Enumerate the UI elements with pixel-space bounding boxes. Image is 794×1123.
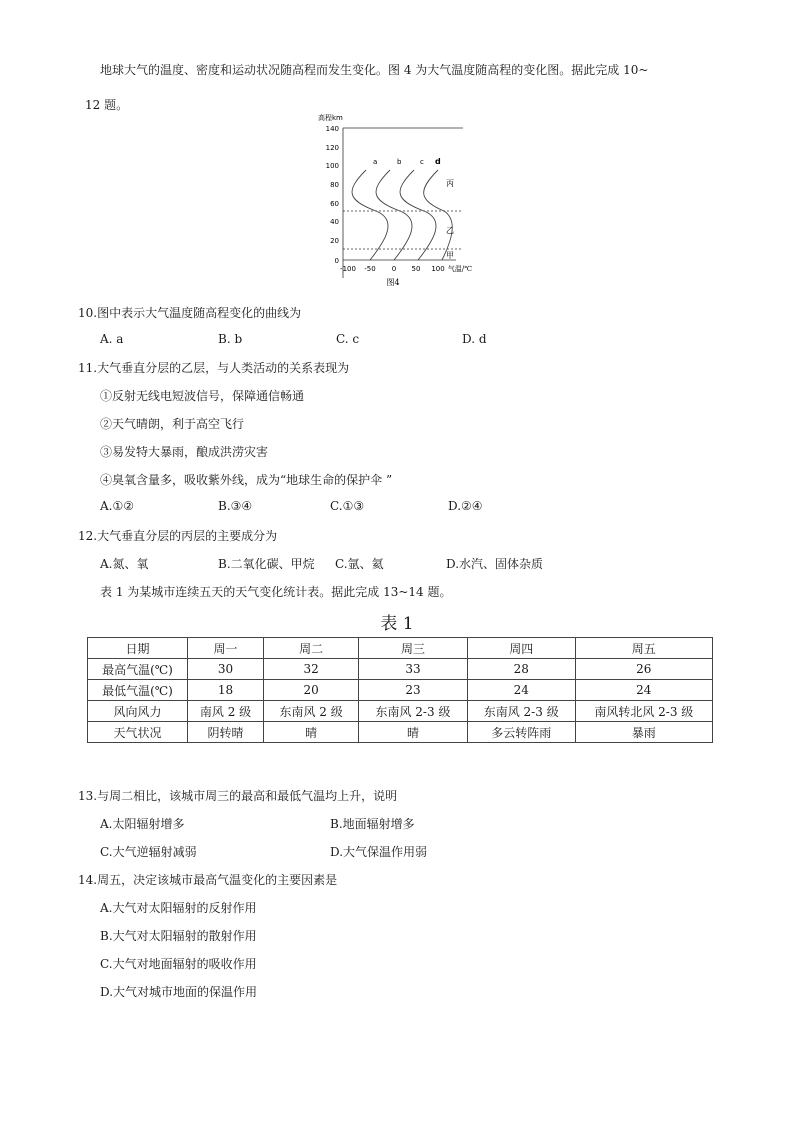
q14-option-c[interactable]: C.大气对地面辐射的吸收作用 (100, 957, 257, 971)
q11-item-2: ②天气晴朗，利于高空飞行 (100, 417, 245, 431)
q10-option-b[interactable]: B. b (218, 332, 243, 346)
table-cell: 晴 (359, 722, 468, 743)
curve-label-d: d (435, 157, 441, 166)
y-tick-100: 100 (325, 162, 339, 170)
q12-option-b[interactable]: B.二氧化碳、甲烷 (218, 557, 315, 571)
y-tick-0: 0 (334, 257, 339, 265)
table-cell: 24 (467, 680, 575, 701)
q13-option-d[interactable]: D.大气保温作用弱 (330, 845, 428, 859)
q11-option-d[interactable]: D.②④ (448, 499, 483, 513)
question-10-stem: 10.图中表示大气温度随高程变化的曲线为 (78, 306, 302, 320)
weather-table (87, 637, 713, 743)
q11-option-c[interactable]: C.①③ (330, 499, 365, 513)
question-14-stem: 14.周五，决定该城市最高气温变化的主要因素是 (78, 873, 338, 887)
table-cell: 晴 (264, 722, 359, 743)
table-cell: 32 (264, 659, 359, 680)
q10-option-a[interactable]: A. a (100, 332, 124, 346)
table-cell: 风向风力 (88, 701, 188, 722)
table-cell: 20 (264, 680, 359, 701)
table-cell: 东南风 2-3 级 (467, 701, 575, 722)
question-11-stem: 11.大气垂直分层的乙层，与人类活动的关系表现为 (78, 361, 350, 375)
q10-option-d[interactable]: D. d (462, 332, 487, 346)
table-cell: 东南风 2-3 级 (359, 701, 468, 722)
header-cell: 周二 (264, 638, 359, 659)
table-row (88, 659, 713, 680)
q13-option-c[interactable]: C.大气逆辐射减弱 (100, 845, 197, 859)
question-12-stem: 12.大气垂直分层的丙层的主要成分为 (78, 529, 278, 543)
header-cell: 周五 (575, 638, 712, 659)
table-cell: 33 (359, 659, 468, 680)
x-tick-0: 0 (391, 265, 397, 273)
layer-label-jia: 甲 (446, 251, 454, 260)
header-cell: 日期 (88, 638, 188, 659)
table-header-row (88, 638, 713, 659)
table-cell: 暴雨 (575, 722, 712, 743)
table-cell: 26 (575, 659, 712, 680)
intro-paragraph: 地球大气的温度、密度和运动状况随高程而发生变化。图 4 为大气温度随高程的变化图。据此完成 10~ (100, 63, 649, 77)
curve-c (400, 170, 436, 260)
q11-option-a[interactable]: A.①② (100, 499, 134, 513)
table-cell: 24 (575, 680, 712, 701)
y-axis-label: 高程km (318, 114, 343, 122)
table-title: 表 1 (380, 614, 414, 634)
curve-label-b: b (397, 158, 402, 166)
intro-paragraph-continued: 12 题。 (85, 98, 129, 112)
y-tick-140: 140 (325, 125, 339, 133)
y-tick-40: 40 (330, 218, 339, 226)
layer-label-yi: 乙 (446, 226, 454, 235)
question-13-stem: 13.与周二相比，该城市周三的最高和最低气温均上升，说明 (78, 789, 398, 803)
q11-option-b[interactable]: B.③④ (218, 499, 253, 513)
q13-option-b[interactable]: B.地面辐射增多 (330, 817, 415, 831)
q10-option-c[interactable]: C. c (336, 332, 360, 346)
curve-label-c: c (420, 158, 424, 166)
table-cell: 28 (467, 659, 575, 680)
table-cell: 多云转阵雨 (467, 722, 575, 743)
table-cell: 18 (187, 680, 263, 701)
table-intro: 表 1 为某城市连续五天的天气变化统计表。据此完成 13~14 题。 (100, 585, 452, 599)
layer-label-bing: 丙 (446, 179, 454, 188)
table-row (88, 722, 713, 743)
q13-option-a[interactable]: A.太阳辐射增多 (100, 817, 185, 831)
q14-option-d[interactable]: D.大气对城市地面的保温作用 (100, 985, 258, 999)
curve-a (352, 170, 388, 260)
curve-b (376, 170, 412, 260)
table-cell: 南风转北风 2-3 级 (575, 701, 712, 722)
q12-option-d[interactable]: D.水汽、固体杂质 (446, 557, 544, 571)
table-row (88, 701, 713, 722)
q14-option-a[interactable]: A.大气对太阳辐射的反射作用 (100, 901, 257, 915)
header-cell: 周一 (187, 638, 263, 659)
header-cell: 周三 (359, 638, 468, 659)
table-cell: 最低气温(℃) (88, 680, 188, 701)
q11-item-4: ④臭氧含量多，吸收紫外线，成为“地球生命的保护伞 ” (100, 473, 393, 487)
table-cell: 最高气温(℃) (88, 659, 188, 680)
q11-item-1: ①反射无线电短波信号，保障通信畅通 (100, 389, 305, 403)
y-tick-80: 80 (330, 181, 339, 189)
y-tick-120: 120 (325, 144, 339, 152)
table-cell: 23 (359, 680, 468, 701)
q12-option-a[interactable]: A.氮、氧 (100, 557, 149, 571)
x-tick-neg50: -50 (364, 265, 376, 273)
x-tick-50: 50 (411, 265, 421, 273)
y-tick-20: 20 (330, 237, 339, 245)
q14-option-b[interactable]: B.大气对太阳辐射的散射作用 (100, 929, 257, 943)
table-cell: 南风 2 级 (187, 701, 263, 722)
curve-label-a: a (373, 158, 378, 166)
y-tick-60: 60 (330, 200, 339, 208)
figure-caption: 图4 (386, 278, 400, 287)
table-row (88, 680, 713, 701)
x-tick-100: 100 (431, 265, 445, 273)
table-cell: 阴转晴 (187, 722, 263, 743)
q12-option-c[interactable]: C.氩、氦 (335, 557, 384, 571)
table-cell: 东南风 2 级 (264, 701, 359, 722)
x-tick-neg100: -100 (340, 265, 356, 273)
table-cell: 天气状况 (88, 722, 188, 743)
q11-item-3: ③易发特大暴雨，酿成洪涝灾害 (100, 445, 269, 459)
x-axis-label: 气温/℃ (447, 265, 473, 273)
temperature-altitude-figure (308, 110, 478, 290)
header-cell: 周四 (467, 638, 575, 659)
table-cell: 30 (187, 659, 263, 680)
